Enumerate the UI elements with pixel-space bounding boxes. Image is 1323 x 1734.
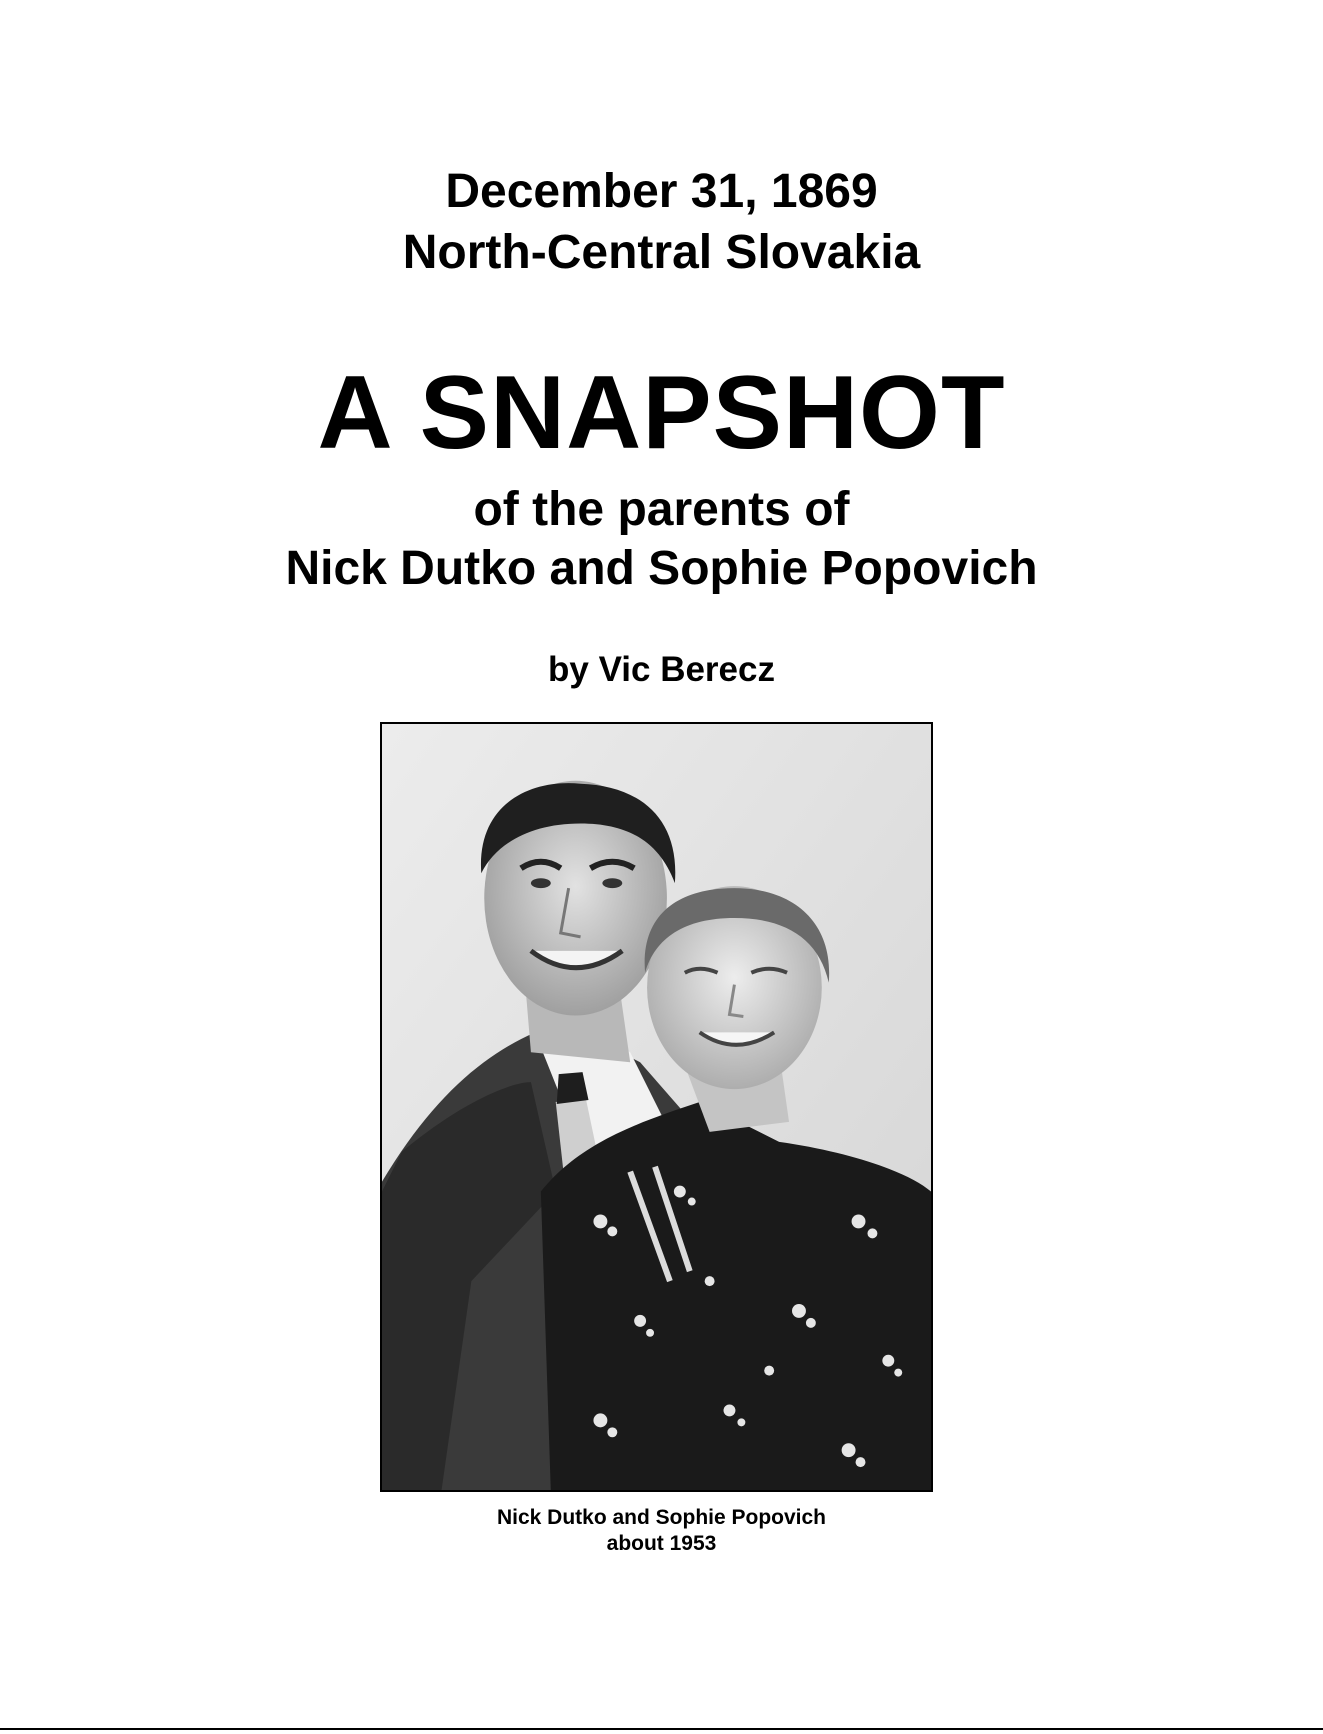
- page-bottom-rule: [0, 1728, 1323, 1730]
- main-title: A SNAPSHOT: [317, 355, 1006, 471]
- photo-caption-date: about 1953: [606, 1532, 717, 1555]
- portrait-illustration: [382, 724, 931, 1490]
- region-heading: North-Central Slovakia: [402, 226, 921, 279]
- portrait-photo: [380, 722, 933, 1492]
- photo-caption-names: Nick Dutko and Sophie Popovich: [496, 1506, 827, 1529]
- subtitle-line-1: of the parents of: [473, 483, 850, 536]
- author-byline: by Vic Berecz: [548, 650, 775, 689]
- date-heading: December 31, 1869: [445, 165, 878, 218]
- subtitle-line-2: Nick Dutko and Sophie Popovich: [285, 542, 1038, 595]
